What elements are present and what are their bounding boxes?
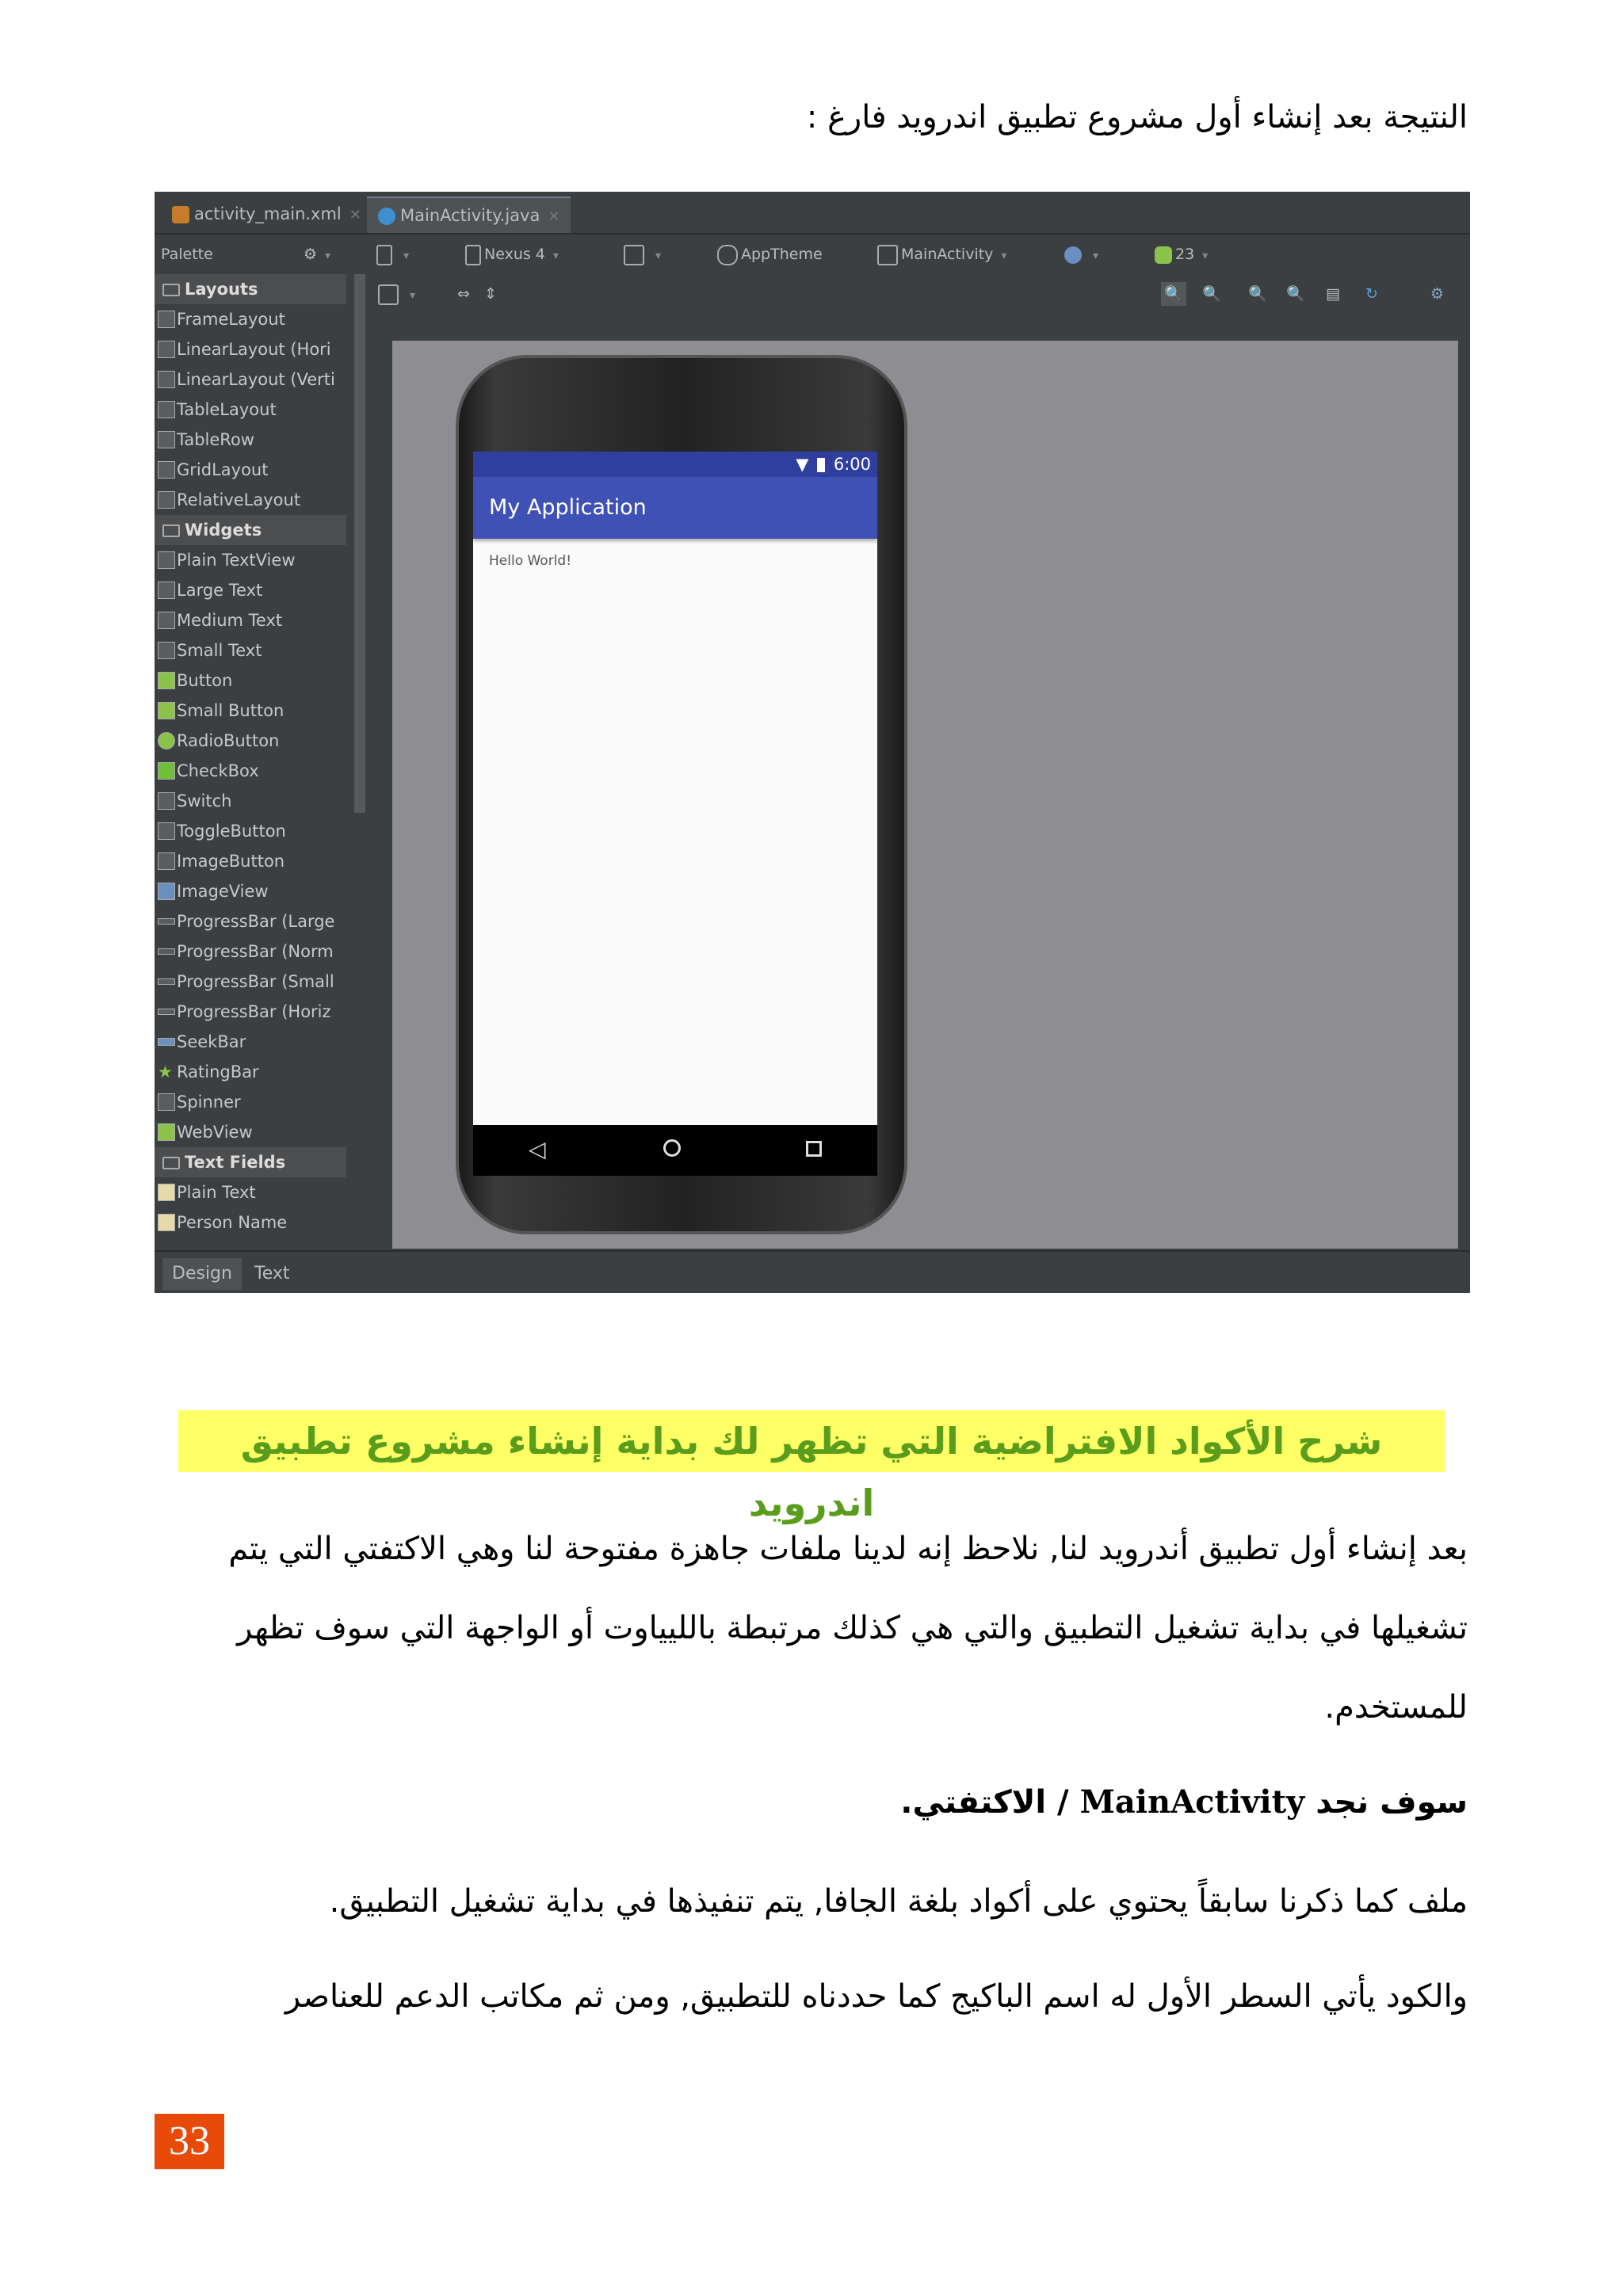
linear-layout-icon: [158, 341, 175, 358]
button-icon: [158, 672, 175, 689]
tab-activity-main-xml[interactable]: activity_main.xml ✕: [161, 196, 372, 231]
phone-preview: [456, 355, 907, 1234]
palette-item[interactable]: ProgressBar (Horiz: [155, 997, 338, 1027]
palette-item[interactable]: RadioButton: [155, 726, 338, 756]
palette-label: Palette: [161, 246, 213, 263]
toggle-button-icon: [158, 822, 175, 840]
android-icon: [1155, 246, 1172, 264]
editor-mode-tabs: [155, 1250, 1470, 1293]
palette-scrollbar[interactable]: [354, 274, 365, 813]
device-selector[interactable]: Nexus 4 ▾: [465, 242, 559, 266]
palette-item[interactable]: RelativeLayout: [155, 485, 338, 515]
star-icon: ★: [158, 1062, 173, 1081]
screenshot-icon[interactable]: ▤: [1326, 285, 1340, 303]
palette-item[interactable]: FrameLayout: [155, 304, 338, 334]
zoom-out-icon[interactable]: 🔍: [1286, 285, 1305, 303]
progress-bar-icon: [158, 978, 175, 985]
zoom-actual-icon[interactable]: 🔍: [1161, 282, 1186, 306]
wifi-icon: ▼: [796, 455, 809, 474]
folder-icon: [162, 284, 180, 296]
palette-group-text-fields[interactable]: Text Fields: [155, 1147, 346, 1177]
palette-item[interactable]: ProgressBar (Small: [155, 967, 338, 997]
grid-layout-icon: [158, 461, 175, 479]
tab-main-activity-java[interactable]: MainActivity.java ✕: [367, 196, 571, 233]
palette-item[interactable]: GridLayout: [155, 455, 338, 485]
palette-item[interactable]: Small Text: [155, 635, 338, 666]
textview-icon: [158, 582, 175, 599]
section-heading: شرح الأكواد الافتراضية التي تظهر لك بداية إنشاء مشروع تطبيق اندرويد: [178, 1410, 1445, 1472]
theme-icon: [717, 245, 738, 265]
phone-nav-bar: [473, 1125, 877, 1176]
paragraph-2: ملف كما ذكرنا سابقاً يحتوي على أكواد بلغة الجافا, يتم تنفيذها في بداية تشغيل التطبيق.: [329, 1883, 1468, 1920]
palette-item[interactable]: ProgressBar (Norm: [155, 936, 338, 967]
zoom-fit-icon[interactable]: ▾: [378, 282, 415, 306]
app-bar-title: My Application: [473, 477, 877, 539]
gear-icon[interactable]: ⚙ ▾: [304, 246, 331, 263]
textview-icon: [158, 642, 175, 659]
palette-item[interactable]: Medium Text: [155, 605, 338, 635]
android-studio-screenshot: [155, 192, 1470, 1293]
palette-item[interactable]: Large Text: [155, 575, 338, 605]
resize-horizontal-icon[interactable]: ⇔: [457, 285, 470, 303]
palette-item[interactable]: LinearLayout (Hori: [155, 334, 338, 364]
resize-vertical-icon[interactable]: ⇕: [484, 285, 497, 303]
zoom-in-icon[interactable]: 🔍: [1248, 285, 1267, 303]
palette-item[interactable]: Spinner: [155, 1087, 338, 1117]
textview-icon: [158, 551, 175, 569]
hello-textview[interactable]: Hello World!: [489, 553, 572, 569]
radio-button-icon: [158, 732, 175, 749]
palette-group-widgets[interactable]: Widgets: [155, 515, 346, 545]
palette-item[interactable]: ToggleButton: [155, 816, 338, 846]
progress-bar-icon: [158, 918, 175, 925]
orientation-selector[interactable]: ▾: [624, 242, 661, 266]
paragraph-1: بعد إنشاء أول تطبيق أندرويد لنا, نلاحظ إنه لدينا ملفات جاهزة مفتوحة لنا وهي الاكتفتي التي يتم تشغيلها في بداية تشغيل التطبيق والتي هي كذلك مرتبطة بالليياوت أو الواجهة التي سوف تظهر للمستخدم.: [228, 1531, 1468, 1726]
edit-text-icon: [158, 1214, 175, 1231]
palette-item[interactable]: Plain Text: [155, 1177, 338, 1207]
settings-icon[interactable]: ⚙: [1430, 285, 1445, 303]
palette-item[interactable]: Switch: [155, 786, 338, 816]
phone-screen[interactable]: [473, 452, 877, 1125]
palette-item[interactable]: Plain TextView: [155, 545, 338, 575]
frame-layout-icon: [158, 311, 175, 328]
editor-tabbar: [155, 192, 1470, 235]
palette-group-layouts[interactable]: Layouts: [155, 274, 346, 304]
back-icon[interactable]: ◁: [529, 1136, 546, 1162]
palette-item[interactable]: TableRow: [155, 425, 338, 455]
checkbox-icon: [158, 762, 175, 780]
globe-icon: [1064, 246, 1082, 264]
status-bar: [473, 452, 877, 477]
seekbar-icon: [158, 1038, 175, 1046]
activity-selector[interactable]: MainActivity ▾: [877, 242, 1006, 266]
palette-panel: [155, 274, 353, 1249]
palette-item[interactable]: SeekBar: [155, 1027, 338, 1057]
window-icon: [877, 245, 898, 265]
progress-bar-icon: [158, 1009, 175, 1015]
zoom-reset-icon[interactable]: 🔍: [1202, 285, 1221, 303]
locale-selector[interactable]: ▾: [1064, 242, 1098, 266]
relative-layout-icon: [158, 491, 175, 509]
folder-icon: [162, 524, 180, 537]
palette-item[interactable]: ImageButton: [155, 846, 338, 876]
bold-line: سوف نجد MainActivity / الاكتفتي.: [900, 1783, 1468, 1821]
home-icon[interactable]: [663, 1139, 681, 1157]
tab-text[interactable]: Text: [254, 1264, 290, 1283]
image-button-icon: [158, 852, 175, 870]
palette-item[interactable]: Small Button: [155, 696, 338, 726]
textview-icon: [158, 612, 175, 629]
switch-icon: [158, 792, 175, 810]
close-icon[interactable]: ✕: [349, 207, 361, 223]
webview-icon: [158, 1123, 175, 1141]
table-layout-icon: [158, 401, 175, 418]
progress-bar-icon: [158, 948, 175, 955]
intro-text: النتيجة بعد إنشاء أول مشروع تطبيق اندرويد فارغ :: [806, 99, 1468, 135]
device-icon[interactable]: ▾: [376, 242, 409, 266]
paragraph-3: والكود يأتي السطر الأول له اسم الباكيج كما حددناه للتطبيق, ومن ثم مكاتب الدعم للعناصر: [285, 1978, 1468, 2015]
palette-item[interactable]: Button: [155, 666, 338, 696]
java-class-icon: [378, 208, 395, 225]
palette-item[interactable]: ImageView: [155, 876, 338, 906]
image-view-icon: [158, 883, 175, 900]
close-icon[interactable]: ✕: [548, 208, 560, 225]
palette-item[interactable]: WebView: [155, 1117, 338, 1147]
status-time: 6:00: [833, 455, 871, 474]
xml-file-icon: [172, 206, 189, 223]
palette-item[interactable]: CheckBox: [155, 756, 338, 786]
button-icon: [158, 702, 175, 719]
spinner-icon: [158, 1093, 175, 1111]
table-row-icon: [158, 431, 175, 448]
battery-icon: [817, 458, 825, 472]
api-selector[interactable]: 23 ▾: [1155, 242, 1208, 266]
edit-text-icon: [158, 1184, 175, 1201]
phone-icon: [465, 245, 481, 265]
recents-icon[interactable]: [806, 1141, 822, 1157]
tab-design[interactable]: Design: [162, 1258, 242, 1290]
palette-item[interactable]: ★ RatingBar: [155, 1057, 338, 1087]
folder-icon: [162, 1157, 180, 1169]
theme-selector[interactable]: AppTheme: [717, 242, 823, 266]
linear-layout-icon: [158, 371, 175, 388]
page-number-badge: 33: [155, 2114, 224, 2169]
palette-item[interactable]: ProgressBar (Large: [155, 906, 338, 936]
palette-item[interactable]: TableLayout: [155, 395, 338, 425]
palette-item[interactable]: Person Name: [155, 1207, 338, 1238]
designer-toolbar: [155, 235, 1470, 274]
rotate-icon: [624, 245, 644, 265]
palette-item[interactable]: LinearLayout (Verti: [155, 364, 338, 395]
refresh-icon[interactable]: ↻: [1365, 285, 1378, 303]
